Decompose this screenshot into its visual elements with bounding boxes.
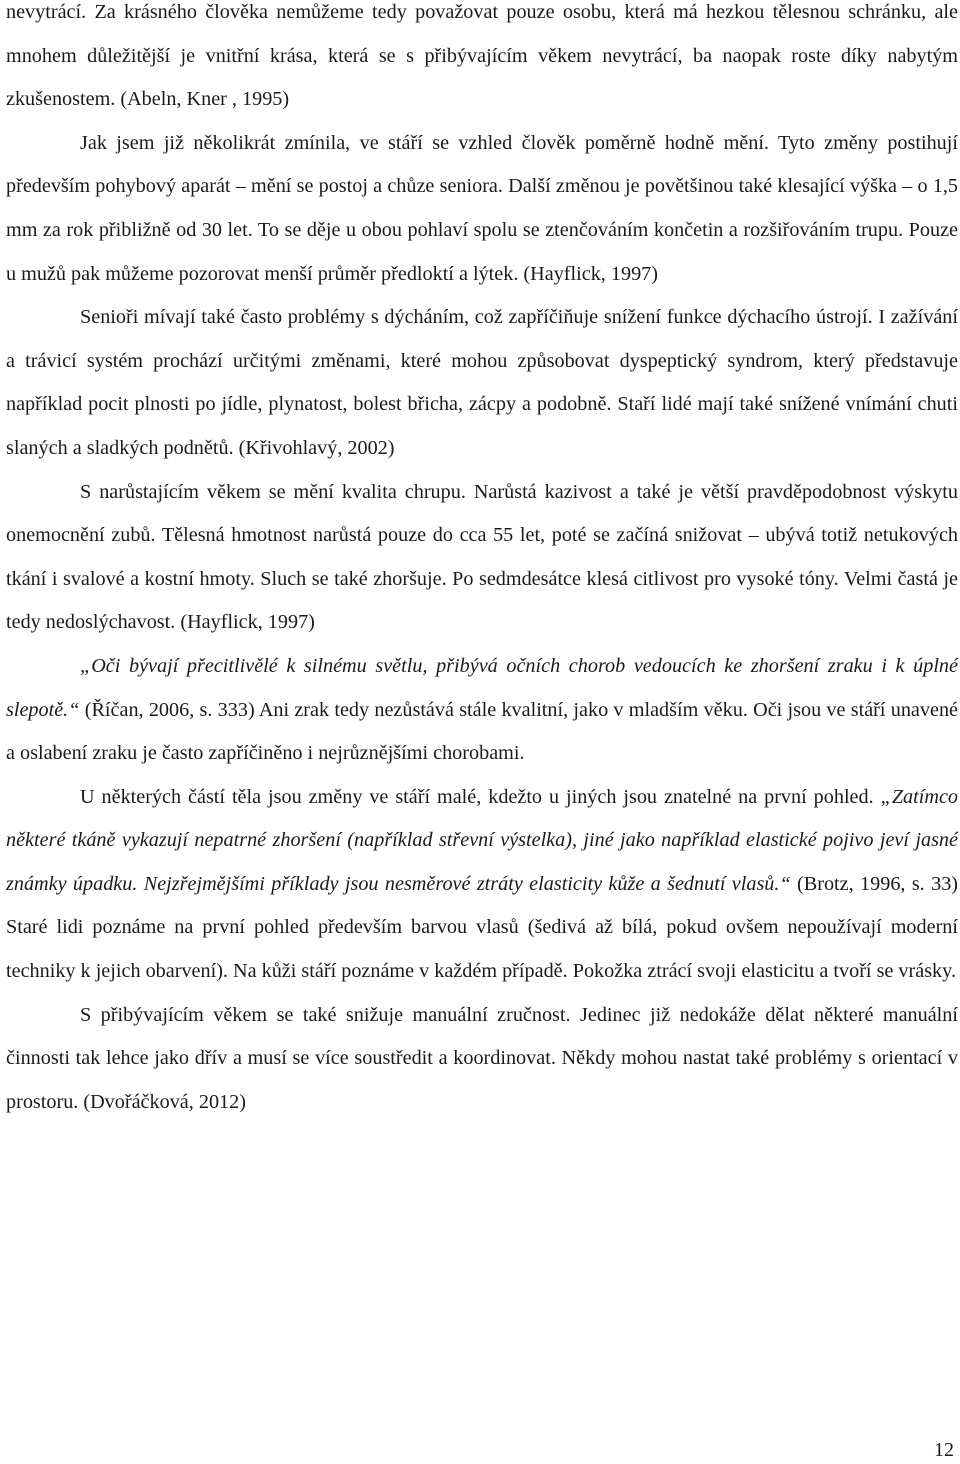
paragraph-6-intro: U některých částí těla jsou změny ve stáří malé, kdežto u jiných jsou znatelné na první pohled. [80,785,881,808]
paragraph-6-quote: „Zatímco některé tkáně vykazují nepatrné zhoršení (například střevní výstelka), jiné jako například elastické pojivo jeví jasné známky úpadku. Nejzřejmějšími příklady jsou nesměrové ztráty elasticity kůže a šednutí vlasů.“ [6,785,958,895]
paragraph-2 [6,122,958,296]
paragraph-4 [6,471,958,645]
paragraph-3-text: Senioři mívají také často problémy s dýcháním, což zapříčiňuje snížení funkce dýchacího ústrojí. I zažívání a trávicí systém prochází určitými změnami, které mohou způsobovat dyspeptický syndrom, který představuje například pocit plnosti po jídle, plynatost, bolest břicha, zácpy a podobně. Staří lidé mají také snížené vnímání chuti slaných a sladkých podnětů. (Křivohlavý, 2002) [6,306,958,459]
paragraph-4-text: S narůstajícím věkem se mění kvalita chrupu. Narůstá kazivost a také je větší pravděpodobnost výskytu onemocnění zubů. Tělesná hmotnost narůstá pouze do cca 55 let, poté se začíná snižovat – ubývá totiž netukových tkání i svalové a kostní hmoty. Sluch se také zhoršuje. Po sedmdesátce klesá citlivost pro vysoké tóny. Velmi častá je tedy nedoslýchavost. (Hayflick, 1997) [6,480,958,634]
paragraph-5-quote: „Oči bývají přecitlivělé k silnému světlu, přibývá očních chorob vedoucích ke zhoršení zraku i k úplné slepotě.“ [6,654,958,721]
page-number: 12 [934,1439,954,1461]
paragraph-1 [6,0,958,122]
paragraph-5 [6,645,958,776]
paragraph-7-text: S přibývajícím věkem se také snižuje manuální zručnost. Jedinec již nedokáže dělat některé manuální činnosti tak lehce jako dřív a musí se více soustředit a koordinovat. Někdy mohou nastat také problémy s orientací v prostoru. (Dvořáčková, 2012) [6,1003,958,1113]
paragraph-7 [6,994,958,1125]
document-page [6,0,958,1124]
paragraph-2-text: Jak jsem již několikrát zmínila, ve stáří se vzhled člověk poměrně hodně mění. Tyto změny postihují především pohybový aparát – mění se postoj a chůze seniora. Další změnou je povětšinou také klesající výška – o 1,5 mm za rok přibližně od 30 let. To se děje u obou pohlaví spolu se ztenčováním končetin a rozšiřováním trupu. Pouze u mužů pak můžeme pozorovat menší průměr předloktí a lýtek. (Hayflick, 1997) [6,131,958,285]
paragraph-6 [6,776,958,994]
paragraph-1-text: nevytrácí. Za krásného člověka nemůžeme tedy považovat pouze osobu, která má hezkou tělesnou schránku, ale mnohem důležitější je vnitřní krása, která se s přibývajícím věkem nevytrácí, ba naopak roste díky nabytým zkušenostem. (Abeln, Kner , 1995) [6,1,958,111]
paragraph-5-text: (Říčan, 2006, s. 333) Ani zrak tedy nezůstává stále kvalitní, jako v mladším věku. Oči jsou ve stáří unavené a oslabení zraku je často zapříčiněno i nejrůznějšími chorobami. [6,698,958,765]
paragraph-3 [6,296,958,470]
paragraph-6-text: (Brotz, 1996, s. 33) Staré lidi poznáme na první pohled především barvou vlasů (šedivá až bílá, pokud ovšem nepoužívají moderní techniky k jejich obarvení). Na kůži stáří poznáme v každém případě. Pokožka ztrácí svoji elasticitu a tvoří se vrásky. [6,872,959,983]
